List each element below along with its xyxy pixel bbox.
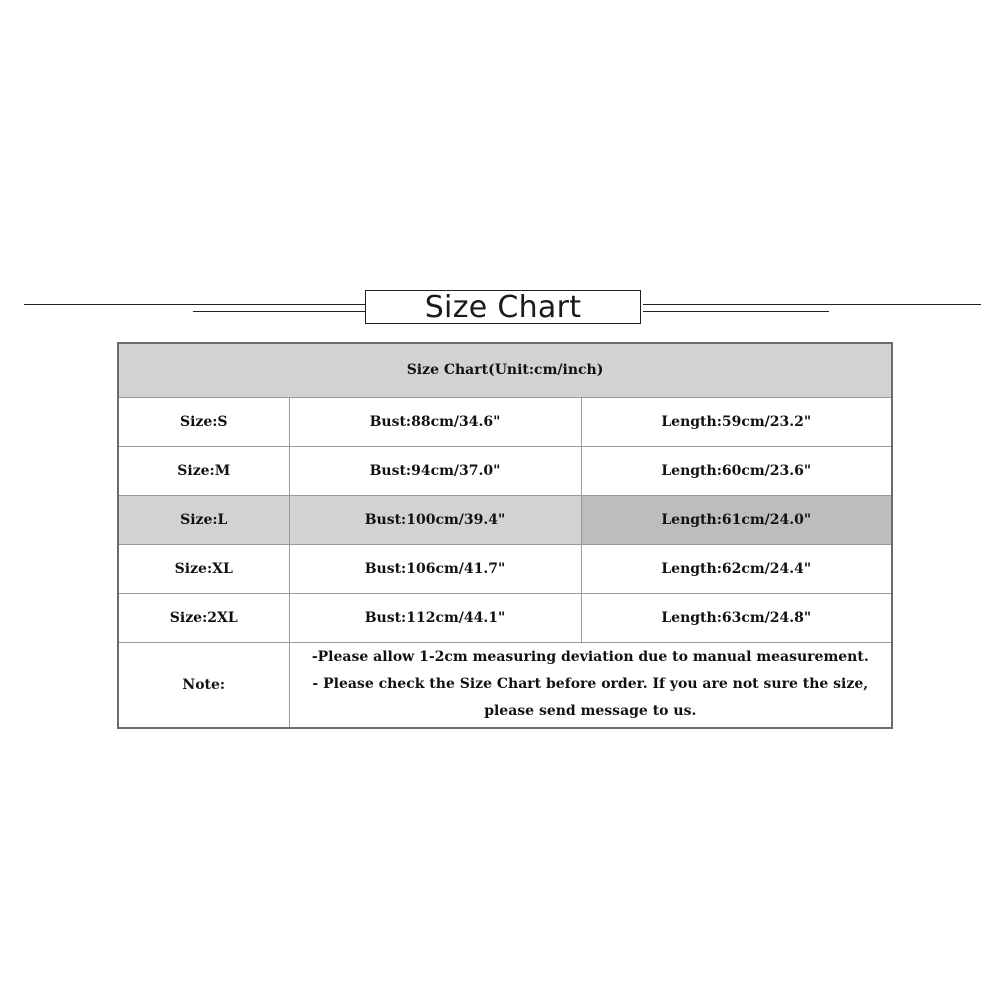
note-line-2: - Please check the Size Chart before order. If you are not sure the size, please send message to us. bbox=[312, 676, 869, 720]
bust-cell: Bust:100cm/39.4" bbox=[289, 495, 581, 544]
table-row bbox=[118, 397, 892, 446]
banner-line-left-short bbox=[193, 311, 365, 312]
bust-cell: Bust:88cm/34.6" bbox=[289, 397, 581, 446]
note-line-1: -Please allow 1-2cm measuring deviation due to manual measurement. bbox=[311, 649, 869, 666]
bust-cell: Bust:94cm/37.0" bbox=[289, 446, 581, 495]
table-row bbox=[118, 544, 892, 593]
table-row-highlighted bbox=[118, 495, 892, 544]
size-chart-table bbox=[117, 342, 893, 729]
length-cell: Length:59cm/23.2" bbox=[581, 397, 892, 446]
size-cell: Size:L bbox=[118, 495, 289, 544]
length-cell: Length:61cm/24.0" bbox=[581, 495, 892, 544]
size-cell: Size:S bbox=[118, 397, 289, 446]
length-cell: Length:60cm/23.6" bbox=[581, 446, 892, 495]
note-label: Note: bbox=[118, 642, 289, 728]
bust-cell: Bust:106cm/41.7" bbox=[289, 544, 581, 593]
table-header: Size Chart(Unit:cm/inch) bbox=[118, 343, 892, 397]
bust-cell: Bust:112cm/44.1" bbox=[289, 593, 581, 642]
banner-line-right bbox=[643, 304, 981, 305]
length-cell: Length:63cm/24.8" bbox=[581, 593, 892, 642]
banner-title-box bbox=[365, 290, 641, 324]
banner-line-left bbox=[24, 304, 365, 305]
size-cell: Size:XL bbox=[118, 544, 289, 593]
size-cell: Size:2XL bbox=[118, 593, 289, 642]
table-row bbox=[118, 593, 892, 642]
size-cell: Size:M bbox=[118, 446, 289, 495]
note-row bbox=[118, 642, 892, 728]
table-row bbox=[118, 446, 892, 495]
page-title: Size Chart bbox=[424, 289, 582, 325]
note-content bbox=[289, 642, 892, 728]
length-cell: Length:62cm/24.4" bbox=[581, 544, 892, 593]
banner-line-right-short bbox=[643, 311, 829, 312]
table-header-row bbox=[118, 343, 892, 397]
